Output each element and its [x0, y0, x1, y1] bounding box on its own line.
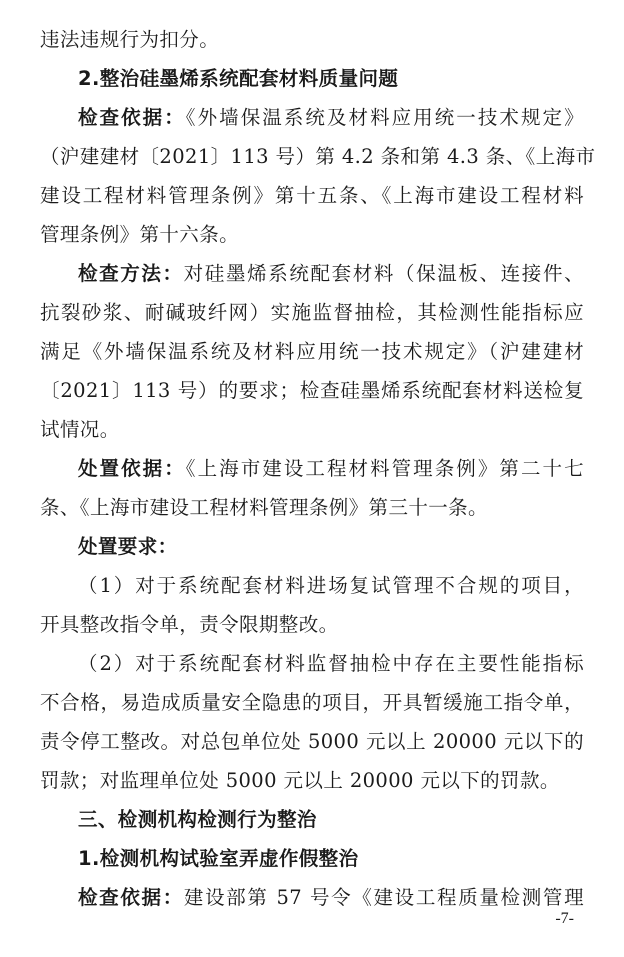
body-text: 建设部第 57 号令《建设工程质量检测管理 [183, 886, 584, 909]
body-line: 罚款；对监理单位处 5000 元以上 20000 元以下的罚款。 [40, 769, 560, 792]
body-line [78, 533, 584, 561]
label-basis: 检查依据： [78, 106, 186, 129]
body-line: 不合格，易造成质量安全隐患的项目，开具暂缓施工指令单， [40, 691, 584, 714]
section-subheading: 2.整治硅墨烯系统配套材料质量问题 [78, 67, 399, 90]
body-line: （2）对于系统配套材料监督抽检中存在主要性能指标 [78, 652, 584, 675]
body-line: 建设工程材料管理条例》第十五条、《上海市建设工程材料 [40, 184, 584, 207]
body-line: 试情况。 [40, 418, 120, 441]
body-text: 对硅墨烯系统配套材料（保温板、连接件、 [183, 262, 584, 285]
body-line: 条、《上海市建设工程材料管理条例》第三十一条。 [40, 496, 488, 519]
body-line [78, 104, 584, 132]
body-line: 抗裂砂浆、耐碱玻纤网）实施监督抽检，其检测性能指标应 [40, 301, 584, 324]
body-line: 满足《外墙保温系统及材料应用统一技术规定》（沪建建材 [40, 340, 584, 363]
body-line: 违法违规行为扣分。 [40, 28, 220, 51]
section-heading: 三、检测机构检测行为整治 [78, 808, 317, 831]
body-line [78, 260, 584, 288]
body-line: 管理条例》第十六条。 [40, 223, 240, 246]
body-text: 《外墙保温系统及材料应用统一技术规定》 [185, 106, 584, 129]
body-line [78, 884, 584, 912]
label-basis: 检查依据： [78, 886, 184, 909]
page-number: -7- [555, 910, 574, 927]
body-line [78, 455, 584, 483]
body-text: 《上海市建设工程材料管理条例》第二十七 [185, 457, 584, 480]
body-line: （沪建建材〔2021〕113 号）第 4.2 条和第 4.3 条、《上海市 [40, 145, 596, 168]
label-disposal-basis: 处置依据： [78, 457, 186, 480]
body-line: 〔2021〕113 号）的要求；检查硅墨烯系统配套材料送检复 [40, 379, 584, 402]
label-disposal-requirements: 处置要求： [78, 535, 178, 558]
body-line: 开具整改指令单，责令限期整改。 [40, 613, 339, 636]
label-method: 检查方法： [78, 262, 184, 285]
body-line: （1）对于系统配套材料进场复试管理不合规的项目， [78, 574, 584, 597]
section-subheading: 1.检测机构试验室弄虚作假整治 [78, 847, 359, 870]
body-line: 责令停工整改。对总包单位处 5000 元以上 20000 元以下的 [40, 730, 584, 753]
